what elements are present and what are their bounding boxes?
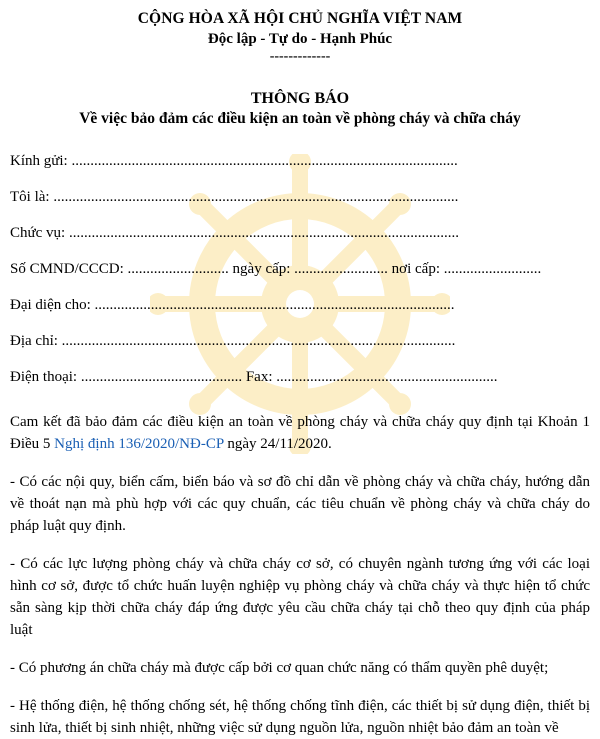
representative-field[interactable]: Đại diện cho: ................................................................................................: [10, 297, 455, 313]
title-main: THÔNG BÁO: [250, 90, 350, 107]
list-item: - Có các nội quy, biển cấm, biển báo và sơ đồ chỉ dẫn về phòng cháy và chữa cháy, hướng dẫn về thoát nạn mà phù hợp với các quy chuẩn, các tiêu chuẩn về phòng cháy và chữa cháy do pháp luật quy định.: [10, 474, 590, 534]
header-divider: -------------: [269, 49, 331, 64]
list-item: - Hệ thống điện, hệ thống chống sét, hệ thống chống tĩnh điện, các thiết bị sử dụng điện, thiết bị sinh lửa, thiết bị sinh nhiệt, những việc sử dụng nguồn lửa, nguồn nhiệt bảo đảm an toàn về: [10, 698, 590, 736]
name-field[interactable]: Tôi là: ............................................................................................................: [10, 189, 459, 205]
nation-name: CỘNG HÒA XÃ HỘI CHỦ NGHĨA VIỆT NAM: [137, 10, 463, 27]
national-header: [10, 9, 590, 65]
document-title: [10, 89, 590, 129]
title-subject: Về việc bảo đảm các điều kiện an toàn về phòng cháy và chữa cháy: [79, 110, 521, 127]
commitment-date: ngày 24/11/2020.: [227, 436, 332, 452]
form-fields: [10, 151, 590, 403]
document-page: [0, 9, 600, 739]
id-card-field[interactable]: Số CMND/CCCD: ........................... ngày cấp: ......................... nơi cấp: ..........................: [10, 261, 542, 277]
national-motto: Độc lập - Tự do - Hạnh Phúc: [207, 31, 393, 47]
list-item: - Có các lực lượng phòng cháy và chữa cháy cơ sở, có chuyên ngành tương ứng với các loại hình cơ sở, được tổ chức huấn luyện nghiệp vụ phòng cháy và chữa cháy và thực hiện tổ chức sẵn sàng kịp thời chữa cháy đáp ứng được yêu cầu chữa cháy tại chỗ theo quy định của pháp luật: [10, 556, 590, 638]
commitment-text: Cam kết đã bảo đảm các điều kiện an toàn về phòng cháy và chữa cháy quy định tại Khoản 1 Điều 5: [10, 414, 590, 452]
phone-fax-field[interactable]: Điện thoại: ........................................... Fax: ...........................................................: [10, 369, 498, 385]
address-field[interactable]: Địa chỉ: .........................................................................................................: [10, 333, 456, 349]
position-field[interactable]: Chức vụ: ........................................................................................................: [10, 225, 459, 241]
list-item: - Có phương án chữa cháy mà được cấp bởi cơ quan chức năng có thẩm quyền phê duyệt;: [10, 660, 549, 676]
decree-link[interactable]: Nghị định 136/2020/NĐ-CP: [54, 436, 224, 452]
recipient-field[interactable]: Kính gửi: .......................................................................................................: [10, 153, 458, 169]
commitment-paragraph: [10, 411, 590, 455]
